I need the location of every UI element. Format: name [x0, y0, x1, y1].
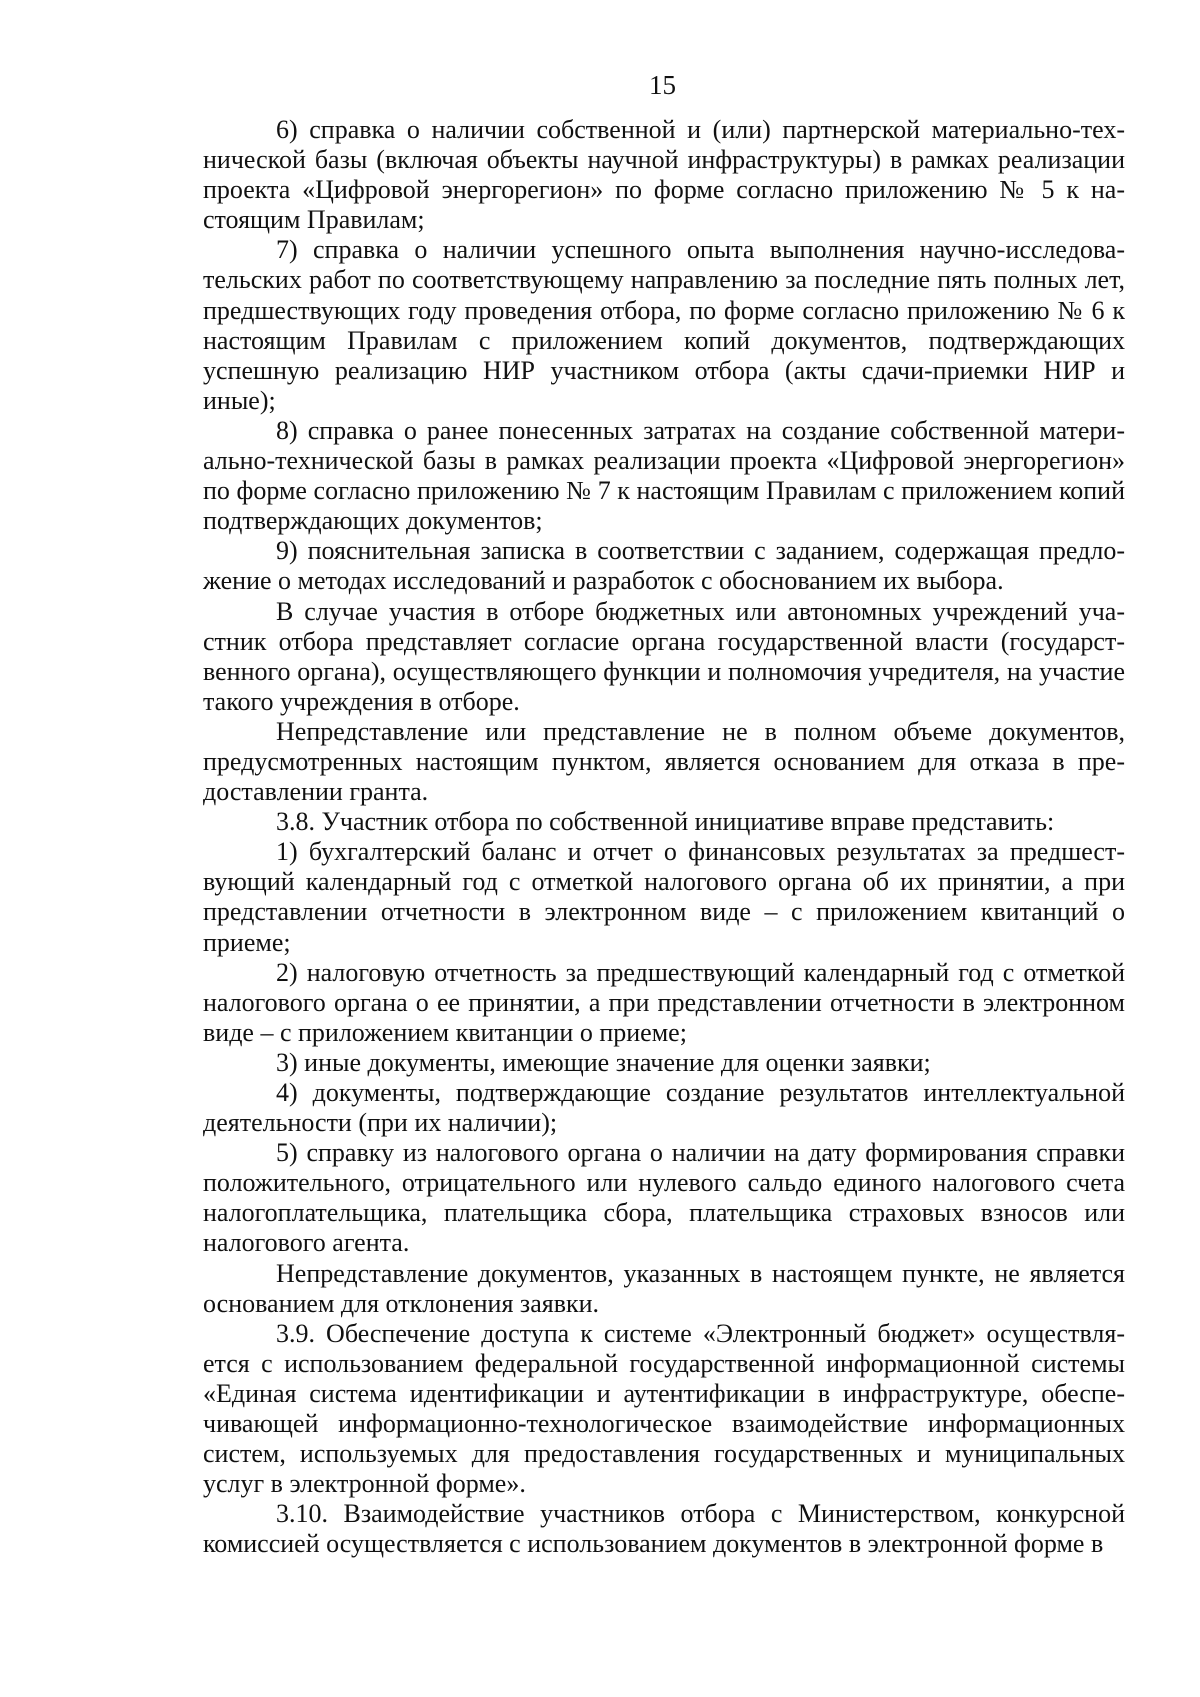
- paragraph-refusal-basis: Непредставление или представление не в полном объеме документов, предусмотренных настоящим пунктом, является основанием для отказа в предоставлении гранта.: [203, 716, 1125, 807]
- paragraph-3-8-item-2: 2) налоговую отчетность за предшествующий календарный год с отметкой налогового органа о ее принятии, а при представлении отчетности в электронном виде – с приложением квитанции о приеме;: [203, 957, 1125, 1047]
- paragraph-budget-institutions: В случае участия в отборе бюджетных или автономных учреждений участник отбора представляет согласие органа государственной власти (государственного органа), осуществляющего функции и полномочия учредителя, на участие такого учреждения в отборе.: [203, 596, 1125, 716]
- paragraph-3-8-item-1: 1) бухгалтерский баланс и отчет о финансовых результатах за предшествующий календарный год с отметкой налогового органа об их принятии, а при представлении отчетности в электронном виде – с приложением квитанций о приеме;: [203, 837, 1125, 957]
- paragraph-section-3-9: 3.9. Обеспечение доступа к системе «Электронный бюджет» осуществляется с использованием федеральной государственной информационной системы «Единая система идентификации и аутентификации в инфраструктуре, обеспечивающей информационно-технологическое взаимодействие информационных систем, используемых для предоставления государственных и муниципальных услуг в электронной форме».: [203, 1318, 1125, 1499]
- paragraph-item-6: 6) справка о наличии собственной и (или) партнерской материально-технической базы (включая объекты научной инфраструктуры) в рамках реализации проекта «Цифровой энергорегион» по форме согласно приложению № 5 к настоящим Правилам;: [203, 115, 1125, 235]
- paragraph-section-3-8: 3.8. Участник отбора по собственной инициативе вправе представить:: [276, 807, 1055, 837]
- paragraph-section-3-10: 3.10. Взаимодействие участников отбора с Министерством, конкурсной комиссией осуществляется с использованием документов в электронной форме в: [203, 1499, 1125, 1559]
- page-number: 15: [649, 70, 676, 100]
- document-body: [203, 115, 1125, 1560]
- paragraph-item-9: 9) пояснительная записка в соответствии с заданием, содержащая предложение о методах исследований и разработок с обоснованием их выбора.: [203, 536, 1125, 596]
- paragraph-item-7: 7) справка о наличии успешного опыта выполнения научно-исследовательских работ по соответствующему направлению за последние пять полных лет, предшествующих году проведения отбора, по форме согласно приложению № 6 к настоящим Правилам с приложением копий документов, подтверждающих успешную реализацию НИР участником отбора (акты сдачи-приемки НИР и иные);: [203, 235, 1125, 415]
- paragraph-3-8-item-5: 5) справку из налогового органа о наличии на дату формирования справки положительного, отрицательного или нулевого сальдо единого налогового счета налогоплательщика, плательщика сбора, плательщика страховых взносов или налогового агента.: [203, 1138, 1125, 1258]
- paragraph-3-8-item-3: 3) иные документы, имеющие значение для оценки заявки;: [276, 1047, 931, 1077]
- paragraph-3-8-item-4: 4) документы, подтверждающие создание результатов интеллектуальной деятельности (при их наличии);: [203, 1078, 1125, 1138]
- paragraph-non-rejection: Непредставление документов, указанных в настоящем пункте, не является основанием для отклонения заявки.: [203, 1258, 1125, 1318]
- paragraph-item-8: 8) справка о ранее понесенных затратах на создание собственной материально-технической базы в рамках реализации проекта «Цифровой энергорегион» по форме согласно приложению № 7 к настоящим Правилам с приложением копий подтверждающих документов;: [203, 415, 1125, 536]
